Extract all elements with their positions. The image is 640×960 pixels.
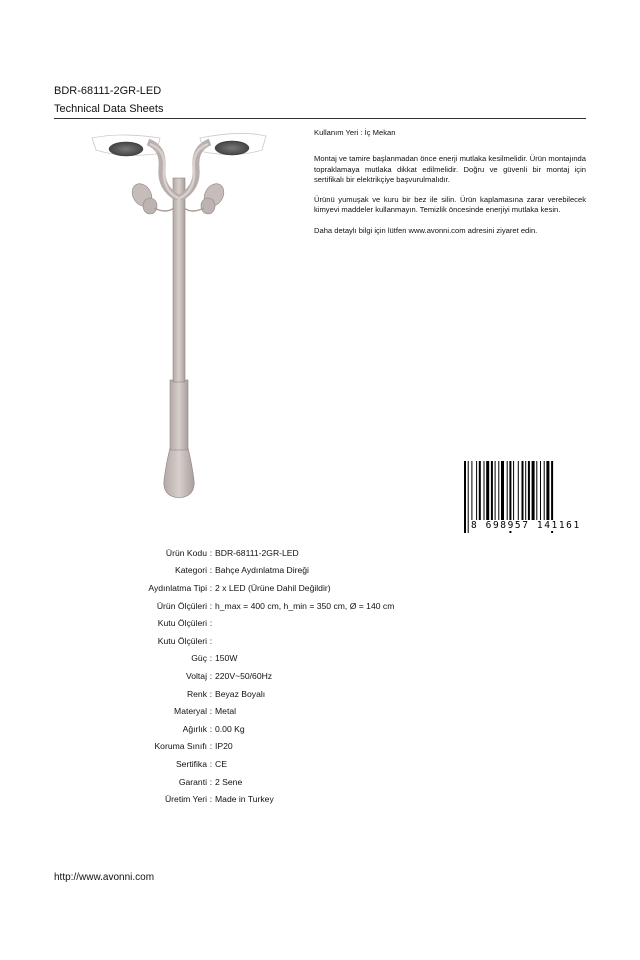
spec-label: Ürün Kodu [165, 547, 207, 558]
product-image [90, 128, 275, 508]
product-code-title: BDR-68111-2GR-LED [54, 85, 162, 97]
description [314, 128, 586, 246]
barcode-bar [525, 461, 526, 521]
spec-value: CE [215, 758, 227, 769]
spec-value: Bahçe Aydınlatma Direği [215, 565, 309, 576]
spec-row [90, 702, 510, 720]
spec-separator: : [209, 758, 213, 769]
spec-row [90, 579, 510, 597]
spec-value: 2 x LED (Ürüne Dahil Değildir) [215, 582, 331, 593]
spec-value: Beyaz Boyalı [215, 688, 266, 699]
spec-label: Sertifika [175, 758, 207, 769]
spec-row [90, 790, 510, 808]
spec-separator: : [209, 565, 213, 576]
description-paragraph: Ürünü yumuşak ve kuru bir bez ile silin. Ürün kaplamasına zarar verebilecek kimyevi maddeler kullanmayın. Temizlik öncesinde enerjiyi mutlaka kesin. [314, 195, 586, 215]
spec-value: 220V~50/60Hz [215, 670, 273, 681]
header-divider [54, 118, 586, 119]
spec-separator: : [209, 618, 213, 629]
spec-label: Kutu Ölçüleri [157, 618, 207, 629]
spec-row [90, 773, 510, 791]
spec-row [90, 720, 510, 738]
description-paragraph: Daha detaylı bilgi için lütfen www.avonni.com adresini ziyaret edin. [314, 225, 538, 235]
barcode-bar [544, 461, 545, 521]
spec-label: Aydınlatma Tipi [148, 582, 207, 593]
barcode-bar [540, 461, 541, 521]
barcode-digits: 8 698957 141161 [471, 520, 581, 531]
spec-value: Metal [215, 706, 237, 717]
barcode-bar [498, 461, 499, 521]
spec-separator: : [209, 688, 213, 699]
spec-row [90, 632, 510, 650]
spec-label: Koruma Sınıfı [154, 741, 207, 752]
spec-label: Güç [191, 653, 207, 664]
spec-label: Ağırlık [182, 723, 207, 734]
spec-label: Renk [186, 688, 207, 699]
barcode-bar [518, 461, 519, 521]
barcode-bar [532, 461, 535, 521]
spec-row [90, 562, 510, 580]
spec-separator: : [209, 653, 213, 664]
usage-location: Kullanım Yeri : İç Mekan [314, 128, 396, 137]
spec-value: 0.00 Kg [215, 723, 245, 734]
description-paragraph: Montaj ve tamire başlanmadan önce enerji mutlaka kesilmelidir. Ürün montajında topraklamaya mutlaka dikkat edilmelidir. Doğru ve güvenli bir montaj için sertifikalı bir elektrikçiye başvurulmalıdır. [314, 154, 586, 184]
spec-row [90, 544, 510, 562]
document-subtitle: Technical Data Sheets [54, 103, 164, 115]
barcode-bar [546, 461, 549, 521]
barcode-bar [464, 461, 466, 533]
barcode-bar [468, 461, 469, 533]
barcode-bar [476, 461, 477, 521]
barcode-bar [501, 461, 504, 521]
spec-row [90, 614, 510, 632]
spec-label: Kutu Ölçüleri [157, 635, 207, 646]
website-link[interactable]: http://www.avonni.com [54, 872, 155, 883]
spec-row [90, 738, 510, 756]
header [54, 84, 586, 116]
spec-separator: : [209, 794, 213, 805]
spec-value: IP20 [215, 741, 233, 752]
barcode-bar [491, 461, 493, 521]
spec-row [90, 650, 510, 668]
spec-label: Garanti [178, 776, 207, 787]
spec-value: Made in Turkey [215, 794, 274, 805]
barcode-bar [486, 461, 489, 521]
spec-row [90, 597, 510, 615]
spec-label: Ürün Ölçüleri [156, 600, 207, 611]
spec-table [90, 544, 510, 808]
spec-value: 150W [215, 653, 238, 664]
barcode-bar [522, 461, 524, 521]
barcode-bar [484, 461, 485, 521]
barcode-bar [507, 461, 508, 521]
spec-separator: : [209, 706, 213, 717]
spec-label: Kategori [174, 565, 207, 576]
spec-row [90, 667, 510, 685]
barcode-bar [528, 461, 530, 521]
spec-row [90, 755, 510, 773]
spec-separator: : [209, 776, 213, 787]
spec-separator: : [209, 741, 213, 752]
spec-separator: : [209, 635, 213, 646]
spec-label: Voltaj [185, 670, 207, 681]
spec-row [90, 685, 510, 703]
spec-separator: : [209, 600, 213, 611]
spec-separator: : [209, 547, 213, 558]
barcode-bar [513, 461, 514, 521]
spec-label: Üretim Yeri [164, 794, 207, 805]
spec-value: h_max = 400 cm, h_min = 350 cm, Ø = 140 cm [215, 600, 395, 611]
spec-value: BDR-68111-2GR-LED [215, 547, 299, 558]
barcode-bar [536, 461, 537, 521]
spec-separator: : [209, 582, 213, 593]
barcode-bar [479, 461, 481, 521]
barcode-bar [495, 461, 496, 521]
spec-separator: : [209, 670, 213, 681]
spec-separator: : [209, 723, 213, 734]
spec-value: 2 Sene [215, 776, 243, 787]
barcode-bar [471, 461, 472, 521]
spec-label: Materyal [174, 706, 207, 717]
